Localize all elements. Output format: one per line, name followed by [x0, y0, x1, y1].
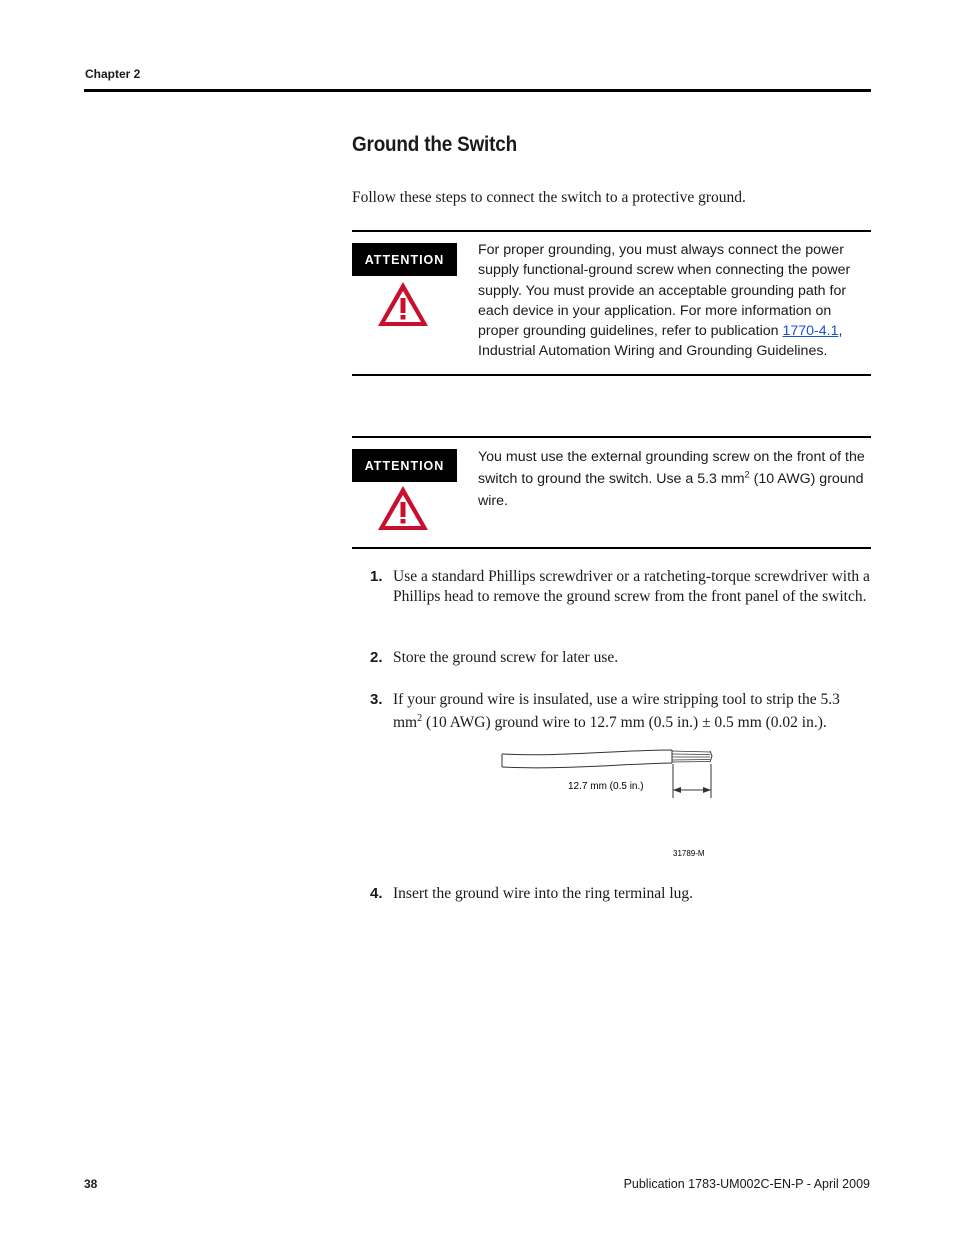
section-title: Ground the Switch	[352, 133, 517, 156]
attention-text-part: (10 AWG) ground wire.	[478, 471, 864, 509]
attention-box-ground-screw	[352, 436, 871, 549]
step-number: 1.	[370, 568, 383, 585]
step-number: 4.	[370, 885, 383, 902]
step-item	[370, 884, 870, 904]
step-text	[393, 688, 870, 734]
figure-id: 31789-M	[673, 849, 705, 858]
attention-text-part: For proper grounding, you must always connect the power supply functional-ground screw when connecting the power supply. You must provide an acceptable grounding path for each device in your application. For more information on proper grounding guidelines, refer to publication	[478, 242, 851, 340]
attention-box-power-supply	[352, 230, 871, 376]
step-text: Insert the ground wire into the ring terminal lug.	[393, 885, 694, 902]
header-rule	[84, 89, 871, 92]
warning-triangle-icon	[376, 280, 430, 328]
wire-stripping-figure	[500, 742, 720, 862]
section-intro: Follow these steps to connect the switch to a protective ground.	[352, 189, 746, 206]
attention-badge: ATTENTION	[352, 243, 457, 276]
attention-text	[478, 240, 871, 362]
step-text: Store the ground screw for later use.	[393, 649, 619, 666]
step-text-part: (10 AWG) ground wire to 12.7 mm (0.5 in.) ± 0.5 mm (0.02 in.).	[422, 714, 827, 731]
step-number: 2.	[370, 649, 383, 666]
step-item	[370, 688, 870, 734]
dimension-label: 12.7 mm (0.5 in.)	[568, 781, 644, 792]
publication-info: Publication 1783-UM002C-EN-P - April 2009	[623, 1177, 870, 1191]
step-text: Use a standard Phillips screwdriver or a ratcheting-torque screwdriver with a Phillips head to remove the ground screw from the front panel of the switch.	[393, 568, 870, 606]
step-text-part: If your ground wire is insulated, use a wire stripping tool to strip the 5.3 mm	[393, 691, 840, 731]
publication-link[interactable]: 1770-4.1	[782, 323, 839, 340]
step-item	[370, 648, 870, 668]
step-item	[370, 567, 870, 608]
superscript: 2	[744, 469, 750, 480]
page-number: 38	[84, 1177, 98, 1191]
attention-text	[478, 446, 871, 512]
attention-text-part: You must use the external grounding screw on the front of the switch to ground the switch. Use a 5.3 mm	[478, 449, 865, 487]
attention-badge: ATTENTION	[352, 449, 457, 482]
step-number: 3.	[370, 691, 383, 708]
attention-text-part: , Industrial Automation Wiring and Grounding Guidelines.	[478, 323, 843, 360]
ground-wire-illustration	[502, 750, 712, 768]
warning-triangle-icon	[376, 484, 430, 532]
chapter-label: Chapter 2	[85, 67, 141, 81]
superscript: 2	[417, 712, 423, 724]
